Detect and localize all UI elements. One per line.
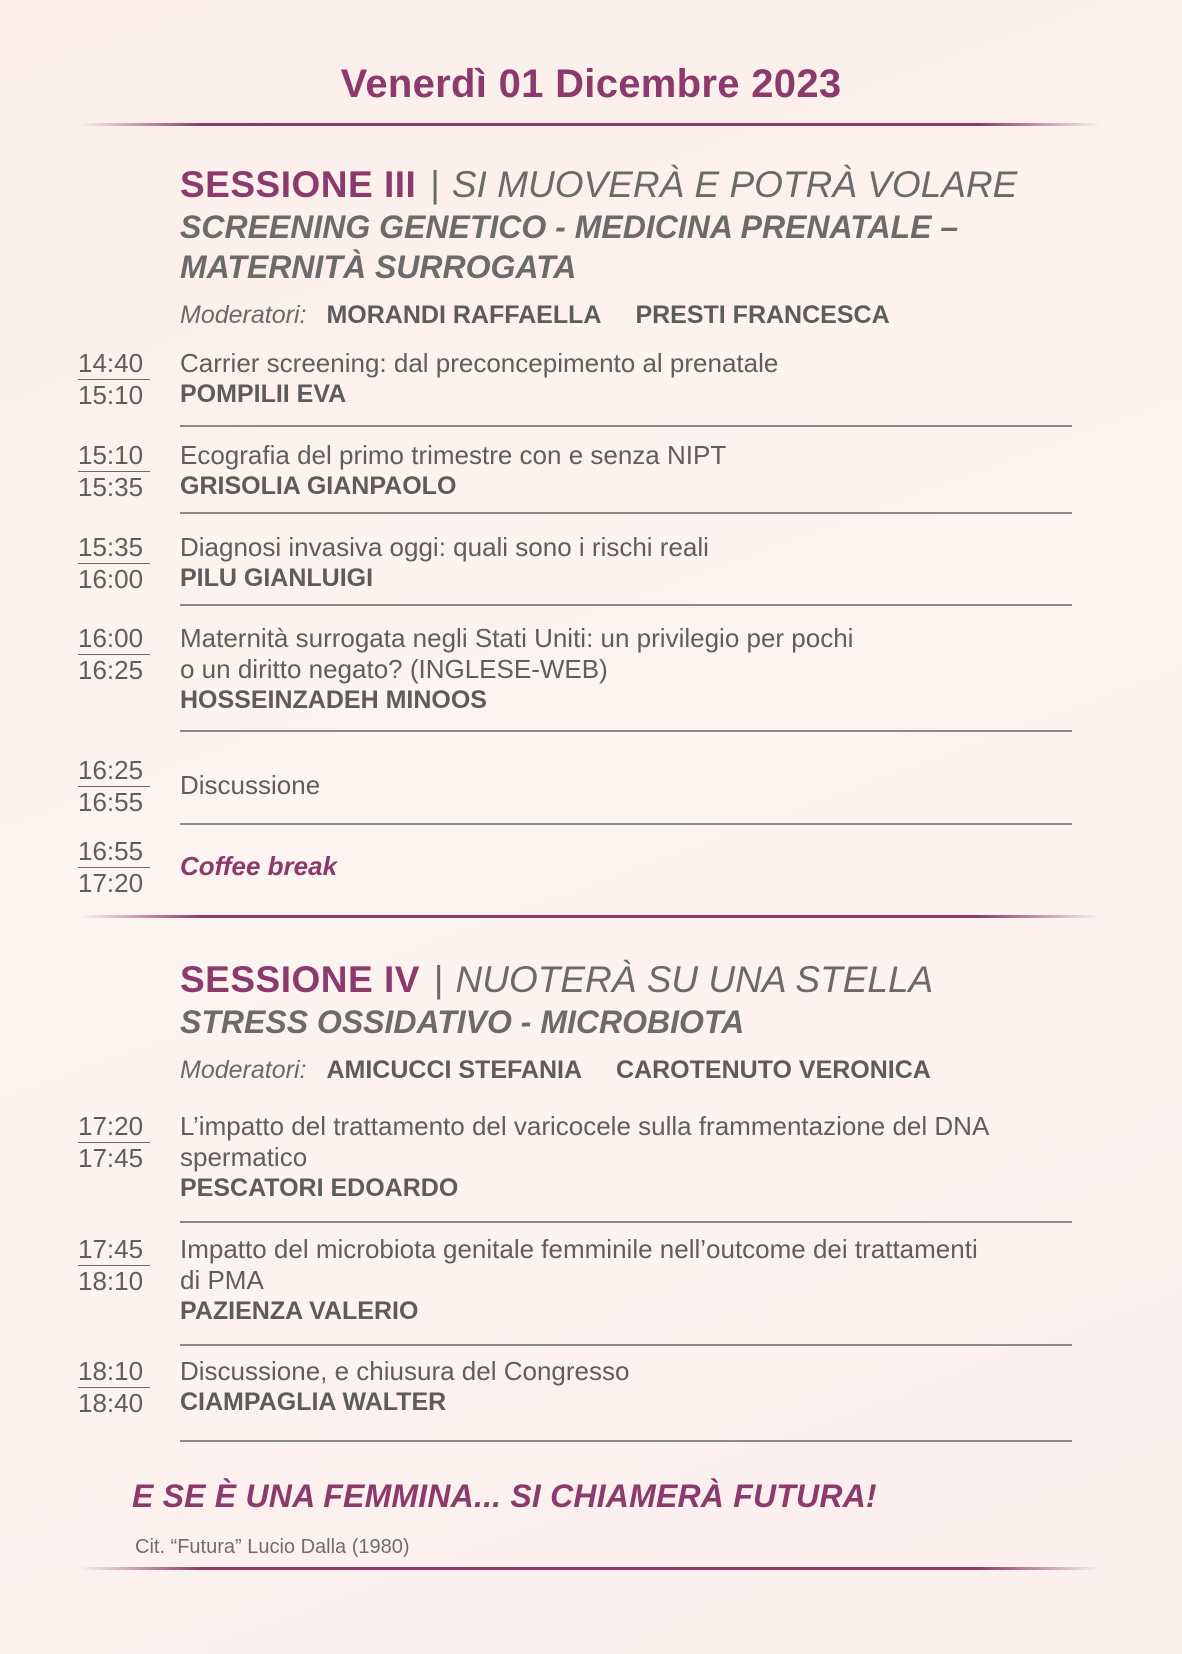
start-time: 17:45 bbox=[78, 1234, 150, 1266]
session-4-motto: NUOTERÀ SU UNA STELLA bbox=[455, 959, 934, 1000]
end-time: 16:00 bbox=[78, 564, 144, 594]
moderators-label: Moderatori: bbox=[180, 301, 307, 329]
closing-quote: E SE È UNA FEMMINA... SI CHIAMERÀ FUTURA! bbox=[132, 1478, 877, 1514]
start-time: 18:10 bbox=[78, 1356, 150, 1388]
start-time: 16:55 bbox=[78, 836, 150, 868]
talk-title: L’impatto del trattamento del varicocele sulla frammentazione del DNA bbox=[180, 1111, 990, 1141]
talk-title: Ecografia del primo trimestre con e senza NIPT bbox=[180, 440, 727, 470]
end-time: 18:40 bbox=[78, 1388, 144, 1418]
session-4-separator: | bbox=[433, 959, 444, 1000]
moderator-name: PRESTI FRANCESCA bbox=[635, 301, 890, 329]
talk-title: Carrier screening: dal preconcepimento al prenatale bbox=[180, 348, 779, 378]
talk-body bbox=[180, 770, 1080, 801]
bottom-rule bbox=[80, 1567, 1100, 1570]
row-divider bbox=[180, 1344, 1072, 1346]
session-3-motto: SI MUOVERÀ E POTRÀ VOLARE bbox=[451, 164, 1018, 205]
end-time: 15:35 bbox=[78, 472, 144, 502]
start-time: 15:10 bbox=[78, 440, 150, 472]
row-divider bbox=[180, 512, 1072, 514]
row-divider bbox=[180, 425, 1072, 427]
end-time: 17:45 bbox=[78, 1143, 144, 1173]
row-divider bbox=[180, 1221, 1072, 1223]
talk-title: Maternità surrogata negli Stati Uniti: un privilegio per pochi bbox=[180, 623, 854, 653]
talk-title: Diagnosi invasiva oggi: quali sono i rischi reali bbox=[180, 532, 709, 562]
session-4-header bbox=[180, 958, 1080, 1085]
start-time: 17:20 bbox=[78, 1111, 150, 1143]
session-3-name: SESSIONE III bbox=[180, 164, 417, 205]
talk-time bbox=[78, 755, 150, 818]
talk-body bbox=[180, 532, 1080, 594]
session-3-subtitle-1: SCREENING GENETICO - MEDICINA PRENATALE – bbox=[180, 209, 959, 245]
row-divider bbox=[180, 1440, 1072, 1442]
moderator-name: CAROTENUTO VERONICA bbox=[616, 1056, 931, 1084]
speaker-name: PAZIENZA VALERIO bbox=[180, 1297, 419, 1325]
moderator-name: MORANDI RAFFAELLA bbox=[326, 301, 602, 329]
citation: Cit. “Futura” Lucio Dalla (1980) bbox=[135, 1536, 410, 1558]
talk-title: Discussione, e chiusura del Congresso bbox=[180, 1356, 630, 1386]
talk-body bbox=[180, 1111, 1080, 1204]
talk-time bbox=[78, 532, 150, 595]
speaker-name: CIAMPAGLIA WALTER bbox=[180, 1388, 447, 1416]
speaker-name: HOSSEINZADEH MINOOS bbox=[180, 686, 487, 714]
talk-body bbox=[180, 851, 1080, 882]
talk-time bbox=[78, 1234, 150, 1297]
row-divider bbox=[180, 730, 1072, 732]
speaker-name: PESCATORI EDOARDO bbox=[180, 1174, 459, 1202]
session-3-subtitle-2: MATERNITÀ SURROGATA bbox=[180, 249, 577, 285]
talk-body bbox=[180, 440, 1080, 502]
session-4-moderators bbox=[180, 1056, 1080, 1085]
talk-body bbox=[180, 1234, 1080, 1327]
session-3-moderators bbox=[180, 301, 1080, 330]
start-time: 14:40 bbox=[78, 348, 150, 380]
end-time: 17:20 bbox=[78, 868, 144, 898]
session-4-subtitle-1: STRESS OSSIDATIVO - MICROBIOTA bbox=[180, 1004, 745, 1040]
row-divider bbox=[180, 823, 1072, 825]
day-title: Venerdì 01 Dicembre 2023 bbox=[340, 62, 842, 106]
speaker-name: GRISOLIA GIANPAOLO bbox=[180, 472, 457, 500]
session-3-header bbox=[180, 163, 1080, 330]
row-divider bbox=[180, 604, 1072, 606]
talk-body bbox=[180, 1356, 1080, 1418]
talk-title: di PMA bbox=[180, 1265, 264, 1295]
session-4-title-line bbox=[180, 958, 1080, 1002]
talk-body bbox=[180, 348, 1080, 410]
talk-time bbox=[78, 1356, 150, 1419]
session-3-title-line bbox=[180, 163, 1080, 207]
talk-title: Discussione bbox=[180, 770, 321, 800]
session-3-separator: | bbox=[430, 164, 440, 205]
talk-title: Impatto del microbiota genitale femminile nell’outcome dei trattamenti bbox=[180, 1234, 978, 1264]
talk-time bbox=[78, 623, 150, 686]
talk-time bbox=[78, 1111, 150, 1174]
top-rule bbox=[80, 123, 1100, 126]
end-time: 16:55 bbox=[78, 787, 144, 817]
talk-title: spermatico bbox=[180, 1142, 308, 1172]
moderators-label: Moderatori: bbox=[180, 1056, 307, 1084]
coffee-break-label: Coffee break bbox=[180, 851, 338, 881]
talk-body bbox=[180, 623, 1080, 716]
start-time: 16:00 bbox=[78, 623, 150, 655]
speaker-name: POMPILII EVA bbox=[180, 380, 347, 408]
start-time: 15:35 bbox=[78, 532, 150, 564]
talk-title: o un diritto negato? (INGLESE-WEB) bbox=[180, 654, 608, 684]
end-time: 15:10 bbox=[78, 380, 144, 410]
start-time: 16:25 bbox=[78, 755, 150, 787]
moderator-name: AMICUCCI STEFANIA bbox=[326, 1056, 583, 1084]
end-time: 16:25 bbox=[78, 655, 144, 685]
session-rule bbox=[80, 915, 1100, 918]
talk-time bbox=[78, 348, 150, 411]
speaker-name: PILU GIANLUIGI bbox=[180, 564, 374, 592]
talk-time bbox=[78, 836, 150, 899]
end-time: 18:10 bbox=[78, 1266, 144, 1296]
talk-time bbox=[78, 440, 150, 503]
session-4-name: SESSIONE IV bbox=[180, 959, 420, 1000]
